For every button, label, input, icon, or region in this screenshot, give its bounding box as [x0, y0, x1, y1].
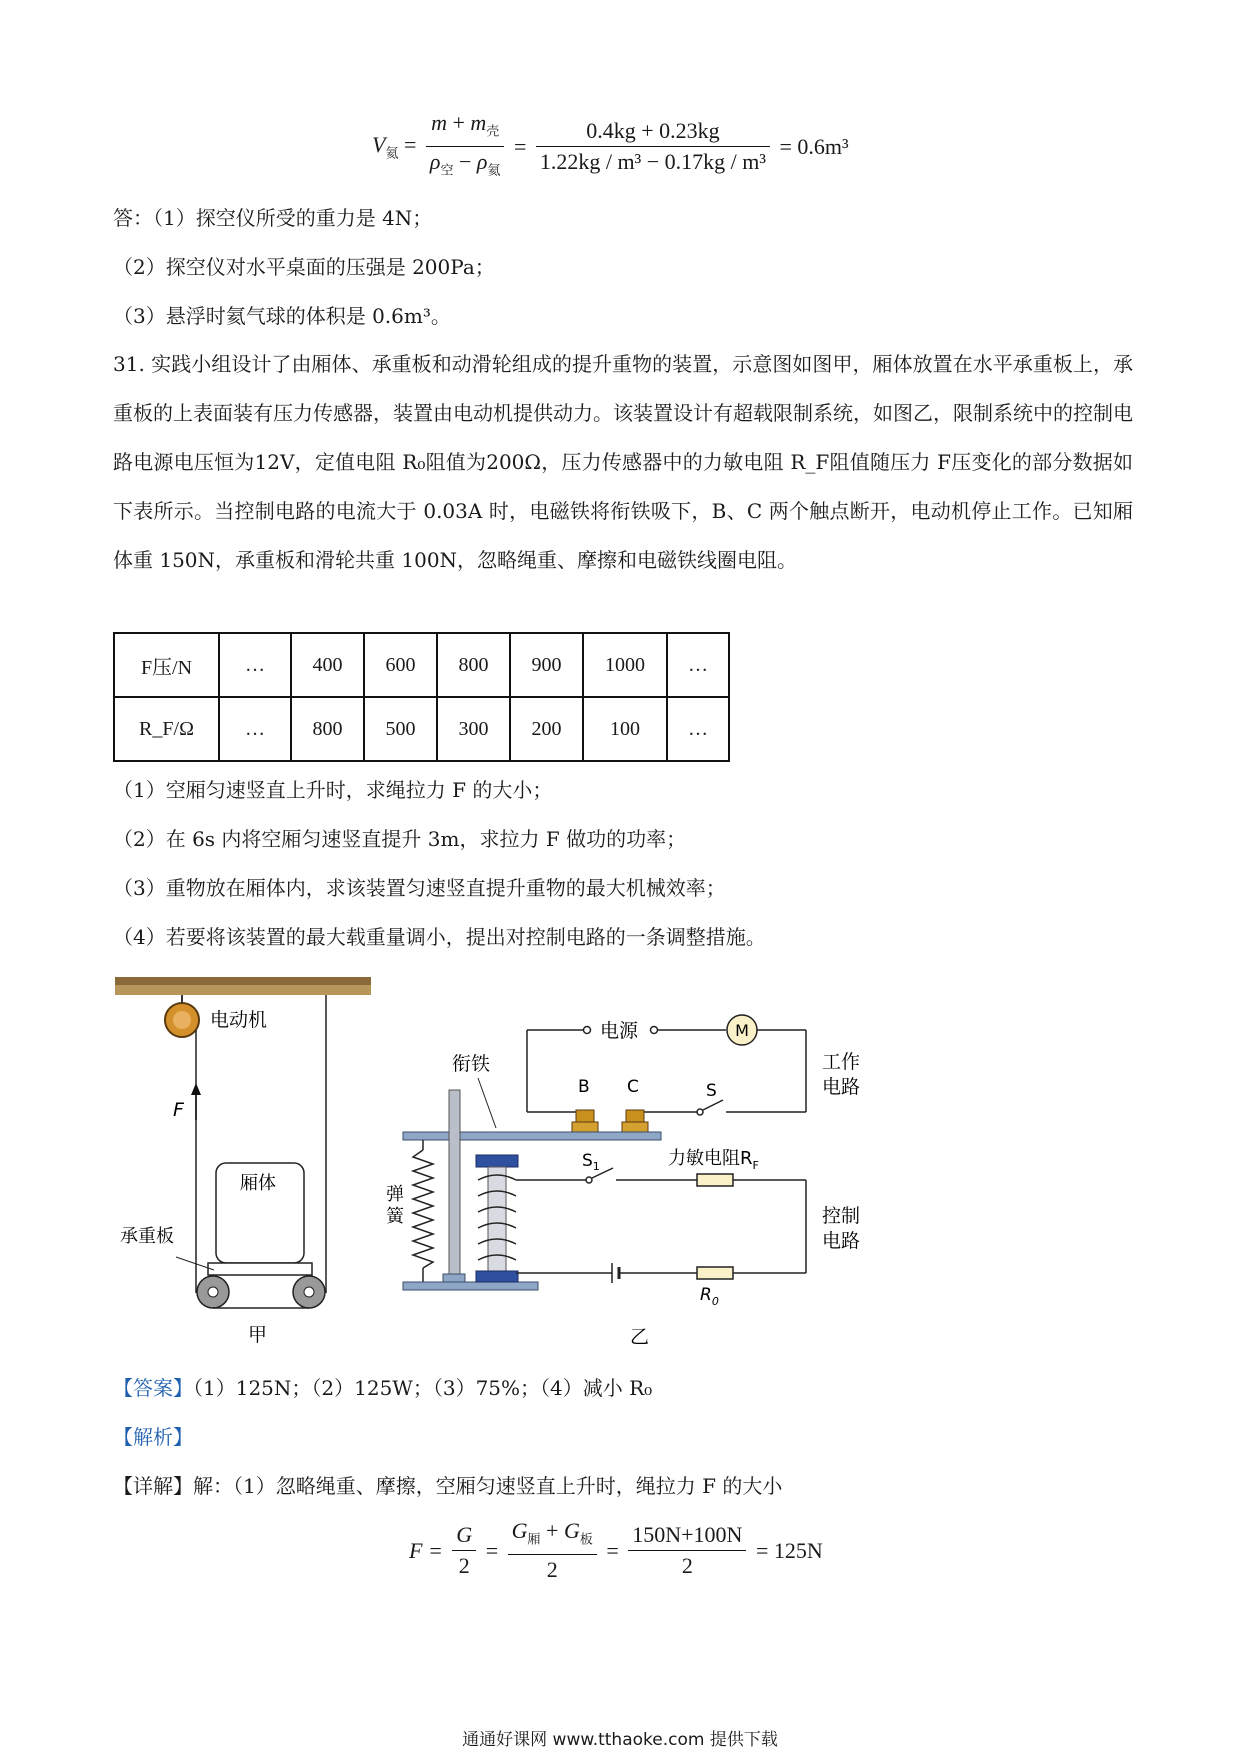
table-row	[114, 697, 729, 761]
table-cell: R_F/Ω	[114, 697, 219, 761]
table-cell: 200	[510, 697, 583, 761]
motor-hub	[173, 1011, 191, 1029]
magnet-base	[476, 1271, 518, 1282]
rf-label-text: 力敏电阻R	[668, 1148, 753, 1169]
pulley-right-hub	[304, 1287, 314, 1297]
formula-symbol: ρ	[429, 149, 441, 175]
ceiling-beam-lower	[115, 985, 371, 995]
armature-bar	[403, 1132, 661, 1140]
formula-sub: 壳	[486, 123, 500, 139]
work-circuit-label-1: 工作	[822, 1051, 861, 1073]
table-cell: 800	[291, 697, 364, 761]
analysis-tag: 【解析】	[113, 1425, 193, 1449]
formula-symbol: F =	[409, 1537, 443, 1563]
motor-label: 电动机	[210, 1009, 268, 1031]
r0-sub: 0	[711, 1295, 719, 1308]
table-row	[114, 633, 729, 697]
fraction-denominator: 1.22kg / m³ − 0.17kg / m³	[539, 149, 766, 175]
switch-s1-label	[582, 1151, 600, 1173]
fraction-denominator: 2	[546, 1557, 558, 1583]
armature-pointer	[478, 1078, 496, 1128]
sub-question-1: （1）空厢匀速竖直上升时，求绳拉力 F 的大小；	[113, 778, 553, 802]
table-cell: F压/N	[114, 633, 219, 697]
fraction-g-sum	[508, 1516, 597, 1585]
table-cell: 100	[583, 697, 667, 761]
table-cell: …	[667, 697, 729, 761]
table-cell: …	[219, 697, 291, 761]
formula-op: =	[485, 1537, 499, 1563]
apparatus-figure	[0, 970, 1240, 1350]
formula-sub: 板	[579, 1531, 593, 1547]
formula-symbol: m	[470, 110, 487, 135]
pivot-post	[449, 1090, 460, 1274]
armature-label: 衔铁	[452, 1053, 491, 1075]
spring-label-1: 弹	[386, 1184, 404, 1205]
table-cell: …	[219, 633, 291, 697]
ctrl-circuit-label-2: 电路	[822, 1230, 861, 1252]
detail-line	[113, 1471, 782, 1501]
answer-line-3: （3）悬浮时氦气球的体积是 0.6m³。	[113, 304, 451, 328]
sub-question-4: （4）若要将该装置的最大载重量调小，提出对控制电路的一条调整措施。	[113, 925, 766, 949]
analysis-line	[113, 1422, 193, 1452]
switch-s-label: S	[706, 1081, 717, 1101]
work-circuit-label-2: 电路	[822, 1076, 861, 1098]
plate	[208, 1263, 312, 1275]
switch-s1-letter: S	[582, 1151, 593, 1171]
ctrl-circuit-label-1: 控制	[822, 1205, 861, 1227]
force-label: F	[173, 1099, 184, 1121]
formula-result: = 0.6m³	[779, 133, 849, 159]
table-cell: …	[667, 633, 729, 697]
formula-volume: $V_氦$ = $\frac{m + m_壳}{\rho_空 - \rho_氦}$ = $\frac{0.4kg + 0.23kg}{\text{1.22kg / m³ − 0.17kg / m³}}$ = 0.6m³	[368, 108, 853, 186]
contact-c-label: C	[627, 1077, 639, 1097]
box-label: 厢体	[240, 1173, 276, 1194]
answer-tag: 【答案】	[113, 1376, 193, 1400]
figure-a-label: 甲	[248, 1324, 268, 1346]
formula-symbol: ρ	[476, 149, 488, 175]
formula-op: −	[453, 149, 477, 175]
spring-label-2: 簧	[386, 1206, 404, 1227]
answer-line	[113, 1373, 652, 1403]
formula-sub: 氦	[385, 145, 399, 161]
table-cell: 500	[364, 697, 437, 761]
rf-label	[668, 1148, 759, 1172]
detail-tag: 【详解】	[113, 1474, 193, 1498]
formula-symbol: V	[372, 132, 386, 158]
r0-resistor	[697, 1267, 733, 1279]
table-cell: 800	[437, 633, 510, 697]
switch-pivot	[697, 1109, 703, 1115]
base-plate	[403, 1282, 538, 1290]
fraction-denominator: 2	[681, 1553, 693, 1579]
terminal	[651, 1027, 658, 1034]
table-cell: 600	[364, 633, 437, 697]
formula-op: +	[540, 1518, 564, 1543]
sub-question-2: （2）在 6s 内将空厢匀速竖直提升 3m，求拉力 F 做功的功率；	[113, 827, 687, 851]
terminal	[584, 1027, 591, 1034]
answer-line-1: 答：（1）探空仪所受的重力是 4N；	[113, 206, 433, 230]
formula-symbol: G	[563, 1518, 580, 1543]
r0-label	[700, 1285, 719, 1308]
force-arrow-head	[191, 1083, 201, 1095]
fraction-g	[452, 1520, 476, 1581]
contact-b-label: B	[578, 1077, 590, 1097]
sub-question-3: （3）重物放在厢体内，求该装置匀速竖直提升重物的最大机械效率；	[113, 876, 726, 900]
fraction-numerator: 0.4kg + 0.23kg	[536, 116, 770, 147]
table-cell: 400	[291, 633, 364, 697]
table-cell: 900	[510, 633, 583, 697]
r0-letter: R	[700, 1285, 712, 1305]
switch-pivot	[586, 1177, 592, 1183]
plate-label: 承重板	[120, 1226, 174, 1247]
magnet-cap	[476, 1155, 518, 1167]
data-table	[113, 632, 730, 762]
fraction-1	[426, 108, 505, 186]
formula-result: = 125N	[755, 1537, 823, 1563]
fraction-denominator: 2	[458, 1553, 470, 1579]
rf-resistor	[697, 1174, 733, 1186]
formula-op: =	[606, 1537, 619, 1563]
formula-sub: 厢	[527, 1531, 541, 1547]
power-label: 电源	[600, 1020, 639, 1042]
fraction-2	[536, 116, 770, 177]
formula-symbol: G	[456, 1522, 473, 1548]
formula-sub: 氦	[487, 162, 501, 178]
footer: 通通好课网 www.tthaoke.com 提供下载	[462, 1730, 778, 1750]
answer-line-2: （2）探空仪对水平桌面的压强是 200Pa；	[113, 255, 495, 279]
formula-force	[405, 1516, 827, 1585]
table-cell: 1000	[583, 633, 667, 697]
post-foot	[443, 1274, 465, 1282]
switch-s-blade	[703, 1100, 723, 1110]
formula-sub: 空	[440, 162, 454, 178]
pulley-left-hub	[208, 1287, 218, 1297]
fraction-numerator: 150N+100N	[628, 1520, 746, 1551]
rf-label-sub: F	[752, 1159, 759, 1172]
contact-c-base	[622, 1122, 648, 1133]
switch-s1-sub: 1	[592, 1160, 600, 1173]
question-31-stem: 31. 实践小组设计了由厢体、承重板和动滑轮组成的提升重物的装置，示意图如图甲，厢体放置在水平承重板上，承重板的上表面装有压力传感器，装置由电动机提供动力。该装置设计有超载限制系统，如图乙，限制系统中的控制电路电源电压恒为12V，定值电阻 R₀阻值为200Ω，压力传感器中的力敏电阻 R_F阻值随压力 F压变化的部分数据如下表所示。当控制电路的电流大于 0.03A 时，电磁铁将衔铁吸下，B、C 两个触点断开，电动机停止工作。已知厢体重 150N，承重板和滑轮共重 100N，忽略绳重、摩擦和电磁铁线圈电阻。	[113, 352, 1133, 572]
formula-symbol: m	[431, 110, 447, 135]
spring-coil	[413, 1150, 433, 1268]
formula-symbol: G	[511, 1518, 528, 1543]
table-cell: 300	[437, 697, 510, 761]
motor-symbol-label: M	[735, 1021, 749, 1040]
fraction-values	[628, 1520, 746, 1581]
answer-text: （1）125N；（2）125W；（3）75%；（4）减小 R₀	[193, 1376, 653, 1400]
formula-op: +	[446, 110, 471, 135]
detail-text: 解：（1）忽略绳重、摩擦，空厢匀速竖直上升时，绳拉力 F 的大小	[193, 1474, 783, 1498]
ceiling-beam	[115, 977, 371, 985]
figure-b-label: 乙	[630, 1326, 650, 1348]
contact-b-base	[572, 1122, 598, 1133]
